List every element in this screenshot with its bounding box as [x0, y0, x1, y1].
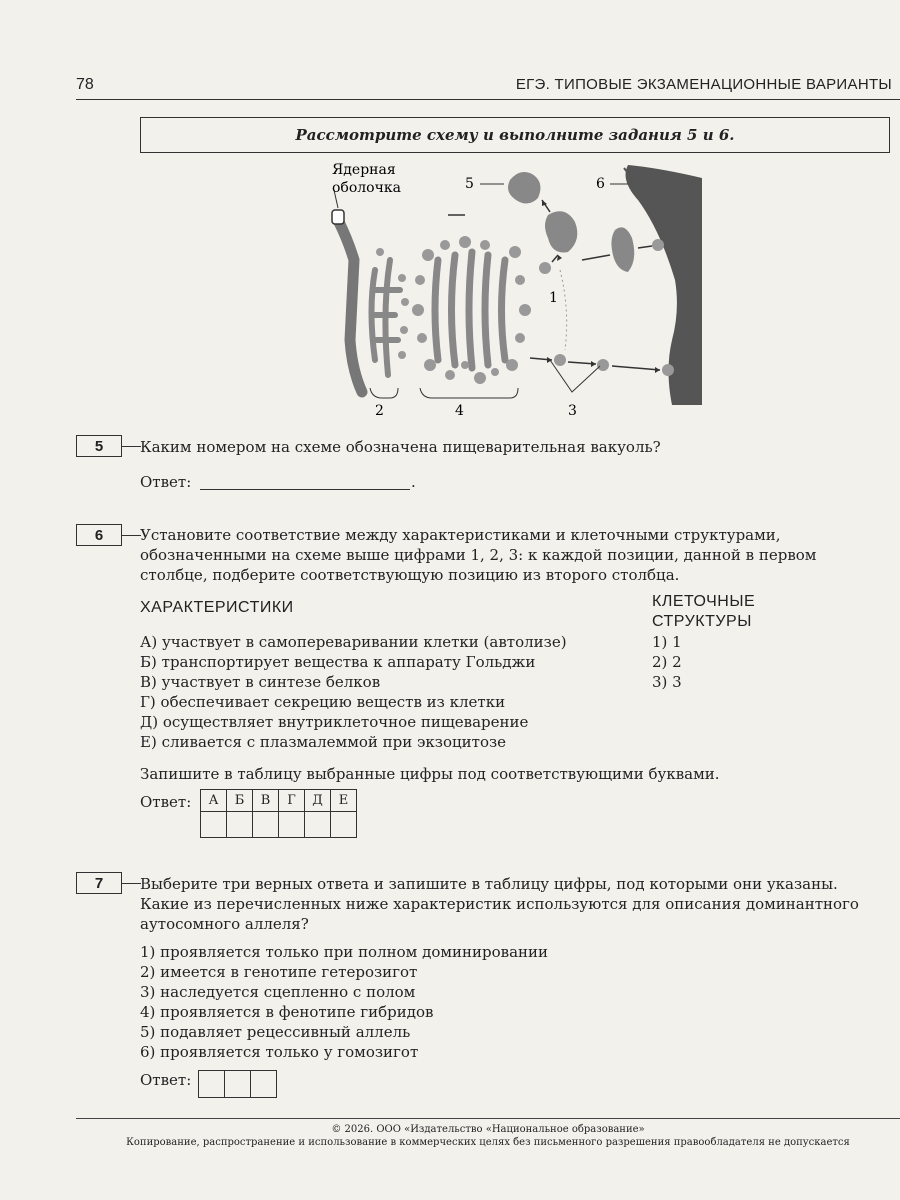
question-6-text-line: обозначенными на схеме выше цифрами 1, 2, 3: к каждой позиции, данной в первом — [140, 546, 817, 564]
answer-table-letter: Г — [279, 790, 305, 812]
label-5: 5 — [465, 176, 474, 192]
instruction-box — [140, 117, 890, 153]
answer-table-letter: Е — [331, 790, 357, 812]
answer-table-letter: Д — [305, 790, 331, 812]
label-4: 4 — [455, 403, 464, 419]
list-item: 3) 3 — [652, 673, 682, 691]
list-item: 3) наследуется сцепленно с полом — [140, 983, 416, 1001]
answer-cell[interactable] — [251, 1071, 277, 1098]
list-item: 2) 2 — [652, 653, 682, 671]
endoplasmic-reticulum — [372, 260, 401, 375]
characteristics-heading: ХАРАКТЕРИСТИКИ — [140, 599, 294, 616]
answer-cell[interactable] — [199, 1071, 225, 1098]
running-title: ЕГЭ. ТИПОВЫЕ ЭКЗАМЕНАЦИОННЫЕ ВАРИАНТЫ — [515, 76, 892, 93]
question-6-number: 6 — [76, 524, 122, 546]
question-7-text — [140, 874, 900, 934]
question-5-number: 5 — [76, 435, 122, 457]
page-number: 78 — [76, 76, 94, 93]
answer-cell[interactable] — [227, 812, 253, 838]
answer-table-letter: В — [253, 790, 279, 812]
answer-cell[interactable] — [253, 812, 279, 838]
header-divider — [76, 99, 900, 100]
structures-heading-line: КЛЕТОЧНЫЕ — [652, 593, 756, 610]
cell-diagram — [320, 160, 710, 420]
golgi-apparatus — [435, 252, 505, 368]
question-7-text-line: аутосомного аллеля? — [140, 915, 309, 933]
answer-table-input-row — [201, 812, 357, 838]
list-item: Г) обеспечивает секрецию веществ из клетки — [140, 693, 506, 711]
answer-cell[interactable] — [201, 812, 227, 838]
list-item: 4) проявляется в фенотипе гибридов — [140, 1003, 434, 1021]
list-item: 5) подавляет рецессивный аллель — [140, 1023, 411, 1041]
list-item: 1) 1 — [652, 633, 682, 651]
label-1: 1 — [549, 290, 558, 306]
question-7-answer-label: Ответ: — [140, 1071, 192, 1089]
question-7-number: 7 — [76, 872, 122, 894]
list-item: Е) сливается с плазмалеммой при экзоцитозе — [140, 733, 507, 751]
list-item: 2) имеется в генотипе гетерозигот — [140, 963, 418, 981]
digestive-vacuole — [508, 172, 540, 204]
question-5-text: Каким номером на схеме обозначена пищеварительная вакуоль? — [140, 438, 661, 456]
question-6-text — [140, 525, 900, 585]
question-7-options — [140, 942, 548, 1062]
instruction-text: Рассмотрите схему и выполните задания 5 и 6. — [295, 126, 735, 144]
question-7-answer-table — [198, 1070, 277, 1098]
list-item: 1) проявляется только при полном доминировании — [140, 943, 549, 961]
question-6-answer-table — [200, 789, 357, 838]
copyright-notice: Копирование, распространение и использование в коммерческих целях без письменного разрешения правообладателя не допускается — [126, 1137, 850, 1148]
question-6-table-instruction: Запишите в таблицу выбранные цифры под соответствующими буквами. — [140, 765, 720, 783]
question-5-answer-suffix: . — [411, 473, 416, 491]
question-7-text-line: Какие из перечисленных ниже характеристик используются для описания доминантного — [140, 895, 859, 913]
copyright: © 2026. ООО «Издательство «Национальное образование» — [331, 1124, 645, 1135]
list-item: Б) транспортирует вещества к аппарату Гольджи — [140, 653, 536, 671]
lysosome — [545, 211, 577, 252]
question-5-answer-field[interactable] — [200, 489, 410, 490]
answer-cell[interactable] — [225, 1071, 251, 1098]
answer-cell[interactable] — [305, 812, 331, 838]
label-6: 6 — [596, 176, 605, 192]
list-item: Д) осуществляет внутриклеточное пищеварение — [140, 713, 529, 731]
answer-table-letter: Б — [227, 790, 253, 812]
list-item: 6) проявляется только у гомозигот — [140, 1043, 419, 1061]
answer-cell[interactable] — [331, 812, 357, 838]
characteristics-list — [140, 632, 567, 752]
list-item: В) участвует в синтезе белков — [140, 673, 381, 691]
answer-table-letter: А — [201, 790, 227, 812]
label-nuclear-envelope-1: Ядерная — [332, 162, 396, 178]
answer-table-header-row — [201, 790, 357, 812]
footer-divider — [76, 1118, 900, 1119]
question-6-answer-label: Ответ: — [140, 793, 192, 811]
question-6-text-line: столбце, подберите соответствующую позицию из второго столбца. — [140, 566, 680, 584]
question-5-answer-label: Ответ: — [140, 473, 192, 491]
question-7-text-line: Выберите три верных ответа и запишите в таблицу цифры, под которыми они указаны. — [140, 875, 838, 893]
label-3: 3 — [568, 403, 577, 419]
structures-heading — [652, 592, 755, 632]
structures-heading-line: СТРУКТУРЫ — [652, 613, 752, 630]
nuclear-envelope — [338, 220, 362, 392]
answer-cell[interactable] — [279, 812, 305, 838]
label-nuclear-envelope-2: оболочка — [332, 180, 401, 196]
structures-list — [652, 632, 682, 692]
list-item: А) участвует в самопереваривании клетки (автолизе) — [140, 633, 567, 651]
question-6-text-line: Установите соответствие между характеристиками и клеточными структурами, — [140, 526, 781, 544]
label-2: 2 — [375, 403, 384, 419]
